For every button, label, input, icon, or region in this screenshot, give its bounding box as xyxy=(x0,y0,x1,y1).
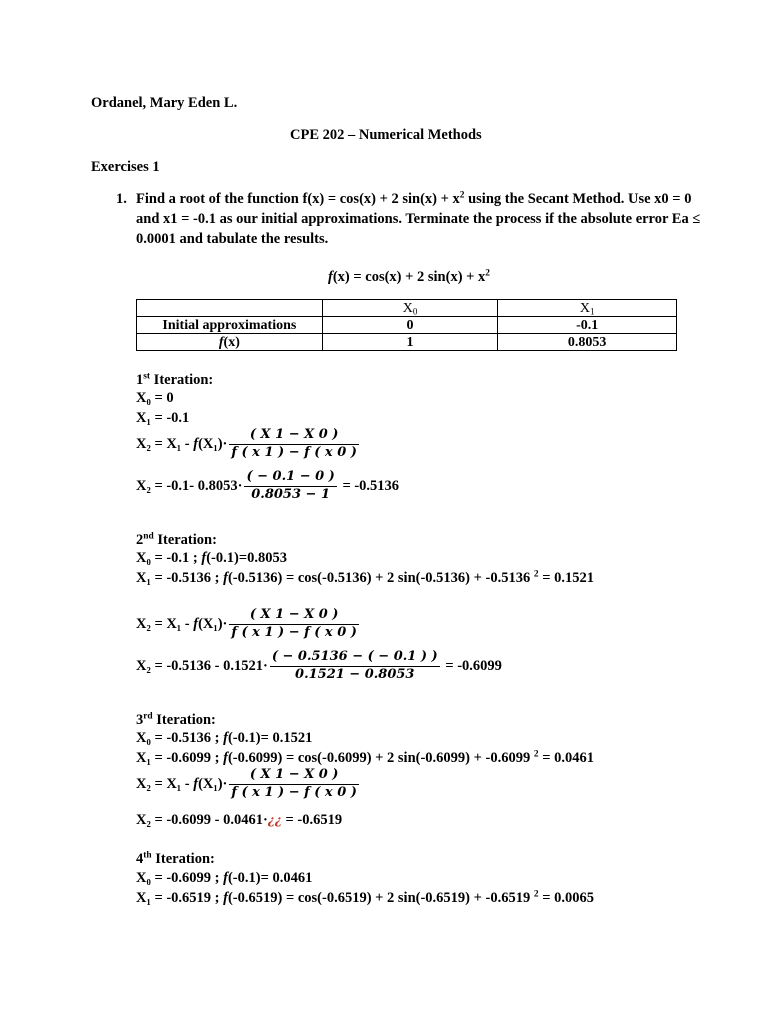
author-name: Ordanel, Mary Eden L. xyxy=(91,95,238,111)
iteration-3-x0: X₀ = -0.5136 ; f(-0.1)= 0.1521 xyxy=(136,730,313,746)
iteration-3-calc: X₂ = -0.6099 - 0.0461·¿¿ = -0.6519 xyxy=(136,812,343,828)
formula-fraction: $\frac{( X 1 - X 0 )}{f ( x 1 ) - f ( x 0 )}$ xyxy=(231,427,357,460)
iteration-2-title: 2nd Iteration: xyxy=(136,531,217,548)
formula-fraction: $\frac{( X 1 - X 0 )}{f ( x 1 ) - f ( x 0 )}$ xyxy=(231,607,357,640)
problem-line-3: 0.0001 and tabulate the results. xyxy=(136,231,329,247)
problem-number: 1. xyxy=(116,191,127,207)
table-cell: f(x) xyxy=(137,334,323,351)
iteration-4-x0: X₀ = -0.6099 ; f(-0.1)= 0.0461 xyxy=(136,870,313,886)
function-display: f(x) = cos(x) + 2 $\sin(x) + x^2$ xyxy=(328,268,490,285)
table-header-cell xyxy=(137,300,323,317)
iteration-2-x1: X₁ = -0.5136 ; f(-0.5136) = cos(-0.5136) + 2 sin(-0.5136) + -0.5136 $^2$ = 0.1521 xyxy=(136,569,594,586)
table-row xyxy=(137,317,677,334)
table-header-cell: $X_0$ xyxy=(322,300,498,317)
table-row xyxy=(137,334,677,351)
iteration-3-x1: X₁ = -0.6099 ; f(-0.6099) = cos(-0.6099) + 2 sin(-0.6099) + -0.6099 $^2$ = 0.0461 xyxy=(136,749,594,766)
iteration-4-x1: X₁ = -0.6519 ; f(-0.6519) = cos(-0.6519) + 2 sin(-0.6519) + -0.6519 $^2$ = 0.0065 xyxy=(136,889,594,906)
exercise-heading: Exercises 1 xyxy=(91,159,160,175)
table-cell: -0.1 xyxy=(498,317,677,334)
table-cell: 0 xyxy=(322,317,498,334)
iteration-1-x0: X₀ = 0 xyxy=(136,390,174,406)
iteration-3-formula: X₂ = X₁ - f(X₁)· $\frac{( X 1 - X 0 )}{f ( x 1 ) - f ( x 0 )}$ xyxy=(136,767,357,800)
table-cell: Initial approximations xyxy=(137,317,323,334)
course-title: CPE 202 – Numerical Methods xyxy=(290,127,482,143)
iteration-4-title: 4th Iteration: xyxy=(136,850,215,867)
iteration-2-formula: X₂ = X₁ - f(X₁)· $\frac{( X 1 - X 0 )}{f ( x 1 ) - f ( x 0 )}$ xyxy=(136,607,357,640)
table-cell: 1 xyxy=(322,334,498,351)
problem-line-2: and x1 = -0.1 as our initial approximations. Terminate the process if the absolute error Ea ≤ xyxy=(136,211,701,227)
calc-fraction: $\frac{( - 0.5136 - ( - 0.1 ) )}{0.1521 - 0.8053}$ xyxy=(271,649,438,682)
table-header-cell: $X_1$ xyxy=(498,300,677,317)
approximations-table xyxy=(136,299,677,351)
formula-fraction: $\frac{( X 1 - X 0 )}{f ( x 1 ) - f ( x 0 )}$ xyxy=(231,767,357,800)
equation-error-marker: ¿¿ xyxy=(267,813,282,827)
iteration-1-calc: X₂ = -0.1- 0.8053· $\frac{( - 0.1 - 0 )}{0.8053 - 1}$ = -0.5136 xyxy=(136,469,400,502)
iteration-2-x0: X₀ = -0.1 ; f(-0.1)=0.8053 xyxy=(136,550,287,566)
iteration-1-title: 1st Iteration: xyxy=(136,371,214,388)
table-cell: 0.8053 xyxy=(498,334,677,351)
calc-fraction: $\frac{( - 0.1 - 0 )}{0.8053 - 1}$ xyxy=(246,469,335,502)
table-header-row xyxy=(137,300,677,317)
iteration-2-calc: X₂ = -0.5136 - 0.1521· $\frac{( - 0.5136 - ( - 0.1 ) )}{0.1521 - 0.8053}$ = -0.6099 xyxy=(136,649,502,682)
iteration-1-formula: X₂ = X₁ - f(X₁)· $\frac{( X 1 - X 0 )}{f ( x 1 ) - f ( x 0 )}$ xyxy=(136,427,357,460)
problem-line-1: Find a root of the function f(x) = cos(x) + 2 $\sin(x) + x^2$ using the Secant Method. Use x0 = 0 xyxy=(136,190,692,207)
iteration-1-x1: X₁ = -0.1 xyxy=(136,410,190,426)
iteration-3-title: 3rd Iteration: xyxy=(136,711,216,728)
